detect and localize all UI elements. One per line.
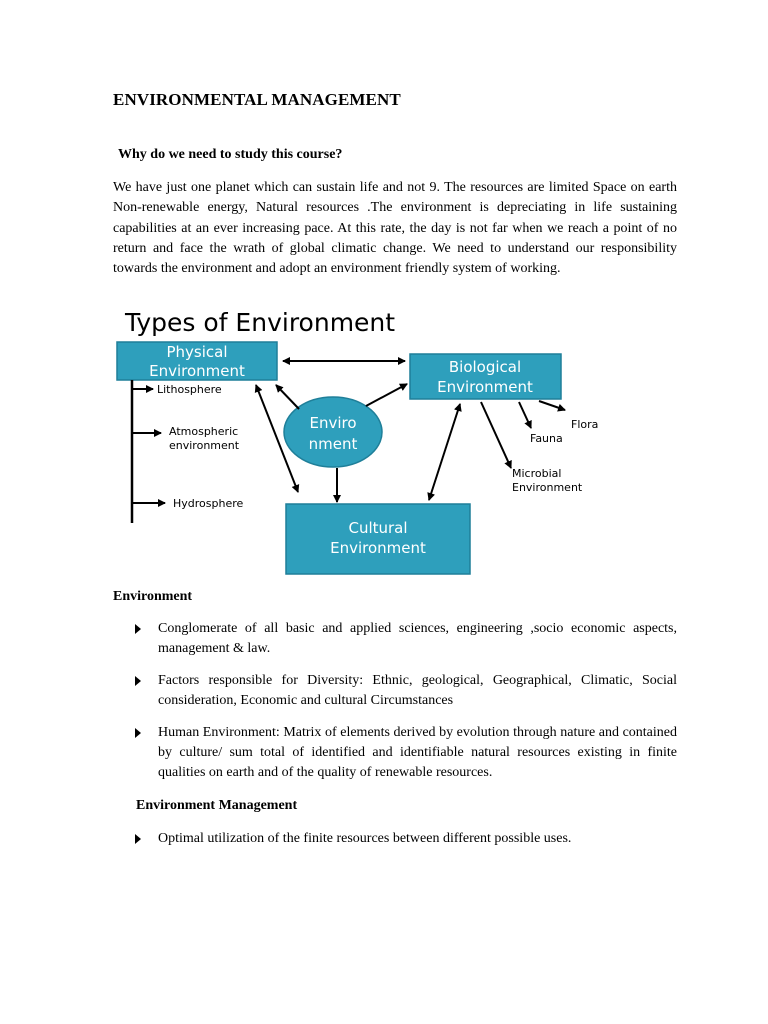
bullet-text: Factors responsible for Diversity: Ethnic, geological, Geographical, Climatic, Social consideration, Economic and cultural Circumstances (158, 673, 677, 708)
arrow-to-microbial (481, 402, 511, 468)
microbial-label-line1: Microbial (512, 467, 562, 480)
arrow-center-physical (276, 385, 299, 409)
types-of-environment-diagram (113, 305, 613, 580)
arrow-to-flora (539, 401, 565, 410)
arrow-biological-cultural (429, 404, 460, 500)
hydrosphere-label: Hydrosphere (173, 497, 244, 510)
bullet-arrow-icon (135, 834, 141, 844)
biological-label-line2: Environment (437, 378, 533, 396)
biological-label-line1: Biological (448, 358, 522, 376)
list-item (131, 671, 677, 711)
fauna-label: Fauna (530, 432, 563, 445)
list-item (131, 619, 677, 659)
bullet-arrow-icon (135, 728, 141, 738)
atmospheric-label-line1: Atmospheric (169, 425, 239, 438)
arrow-center-biological (366, 384, 407, 406)
arrow-to-fauna (519, 402, 531, 428)
list-item (131, 723, 677, 783)
bullet-arrow-icon (135, 676, 141, 686)
intro-paragraph: We have just one planet which can sustain life and not 9. The resources are limited Space on earth Non-renewable energy, Natural resources .The environment is depreciating in life sustaining capabilities at an ever increasing pace. At this rate, the day is not far when we reach a point of no return and face the wrath of global climatic change. We need to understand our responsibility towards the environment and adopt an environment friendly system of working. (113, 180, 677, 277)
bullet-text: Optimal utilization of the finite resources between different possible uses. (158, 831, 572, 846)
document-title: ENVIRONMENTAL MANAGEMENT (113, 90, 401, 109)
bullet-text: Human Environment: Matrix of elements derived by evolution through nature and contained by culture/ sum total of identified and identifiable natural resources existing in finite qualities on earth and of the quality of renewable resources. (158, 725, 677, 780)
cultural-label-line1: Cultural (348, 519, 408, 537)
list-item (131, 829, 677, 849)
center-label-line2: nment (308, 435, 358, 453)
environment-heading: Environment (113, 589, 193, 604)
center-label-line1: Enviro (309, 414, 357, 432)
diagram-title: Types of Environment (125, 308, 396, 337)
physical-label-line1: Physical (166, 343, 228, 361)
cultural-label-line2: Environment (330, 539, 426, 557)
question-heading: Why do we need to study this course? (118, 147, 343, 162)
physical-label-line2: Environment (149, 362, 245, 380)
atmospheric-label-line2: environment (169, 439, 240, 452)
lithosphere-label: Lithosphere (157, 383, 222, 396)
bullet-text: Conglomerate of all basic and applied sciences, engineering ,socio economic aspects, management & law. (158, 621, 677, 656)
environment-bullet-list (131, 619, 677, 795)
flora-label: Flora (571, 418, 599, 431)
microbial-label-line2: Environment (512, 481, 583, 494)
bullet-arrow-icon (135, 624, 141, 634)
management-bullet-list (131, 829, 677, 849)
environment-management-heading: Environment Management (136, 798, 298, 813)
